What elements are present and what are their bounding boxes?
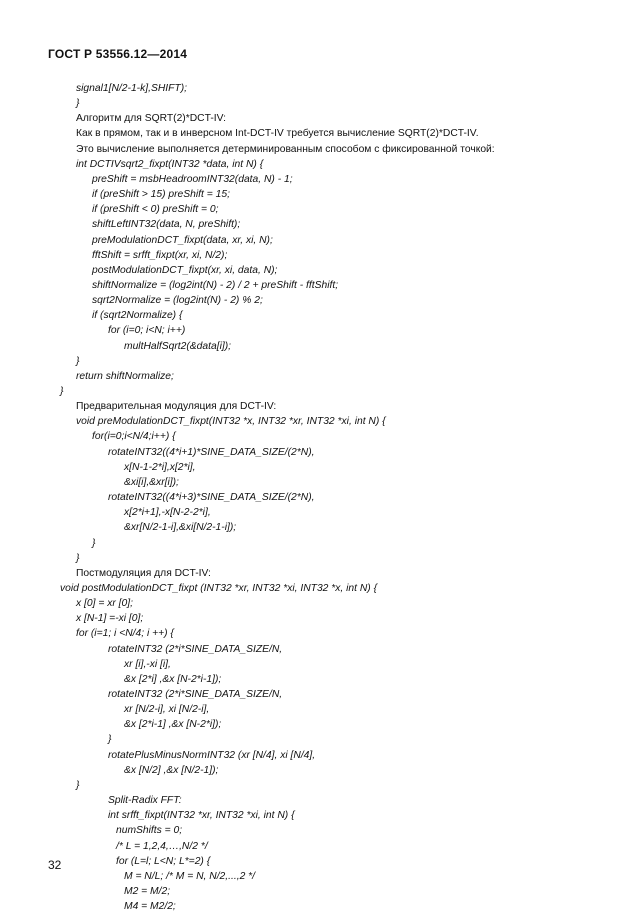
code-line: &x [N/2] ,&x [N/2-1]); (124, 764, 219, 776)
code-line: x [N-1] =-xi [0]; (76, 613, 144, 625)
code-line: for (L=l; L<N; L*=2) { (116, 855, 211, 867)
text-line: Алгоритм для SQRT(2)*DCT-IV: (76, 113, 226, 125)
code-line: M2 = M/2; (124, 885, 171, 897)
code-line: } (60, 386, 64, 397)
code-line: Split-Radix FFT: (108, 795, 182, 807)
code-line: rotateINT32((4*i+1)*SINE_DATA_SIZE/(2*N), (108, 446, 315, 458)
text-line: Это вычисление выполняется детерминированным способом с фиксированной точкой: (76, 143, 495, 155)
code-line: shiftNormalize = (log2int(N) - 2) / 2 + preShift - fftShift; (92, 279, 339, 291)
code-line: rotatePlusMinusNormINT32 (xr [N/4], xi [N/4], (108, 749, 316, 761)
code-line: x [0] = xr [0]; (76, 598, 133, 610)
code-line: void preModulationDCT_fixpt(INT32 *x, INT32 *xr, INT32 *xi, int N) { (76, 416, 386, 428)
code-line: rotateINT32 (2*i*SINE_DATA_SIZE/N, (108, 689, 283, 700)
code-line: xr [N/2-i], xi [N/2-i], (124, 704, 210, 716)
code-line: preShift = msbHeadroomINT32(data, N) - 1; (92, 173, 293, 185)
code-line: } (76, 552, 80, 564)
code-line: &xr[N/2-1-i],&xi[N/2-1-i]); (124, 522, 237, 534)
code-line: x[2*i+1],-x[N-2-2*i], (124, 507, 211, 519)
code-line: sqrt2Normalize = (log2int(N) - 2) % 2; (92, 295, 263, 307)
code-line: shiftLeftINT32(data, N, preShift); (92, 219, 241, 231)
code-line: if (sqrt2Normalize) { (92, 310, 183, 322)
code-line: } (76, 98, 80, 110)
code-line: for(i=0;i<N/4;i++) { (92, 431, 176, 443)
text-line: Предварительная модуляция для DCT-IV: (76, 401, 277, 413)
text-line: Как в прямом, так и в инверсном Int-DCT-IV требуется вычисление SQRT(2)*DCT-IV. (76, 128, 479, 140)
code-line: &x [2*i-1] ,&x [N-2*i]); (124, 719, 222, 731)
text-line: Постмодуляция для DCT-IV: (76, 567, 211, 579)
page-number: 32 (48, 858, 62, 872)
document-header: ГОСТ Р 53556.12—2014 (48, 47, 188, 61)
code-line: fftShift = srfft_fixpt(xr, xi, N/2); (92, 249, 228, 261)
code-line: void postModulationDCT_fixpt (INT32 *xr, INT32 *xi, INT32 *x, int N) { (60, 582, 378, 594)
code-line: &xi[i],&xr[i]); (124, 476, 179, 488)
code-line: rotateINT32((4*i+3)*SINE_DATA_SIZE/(2*N), (108, 492, 315, 504)
code-line: x[N-1-2*i],x[2*i], (124, 461, 196, 473)
code-line: for (i=1; i <N/4; i ++) { (76, 628, 174, 640)
code-line: /* L = 1,2,4,…,N/2 */ (116, 840, 208, 852)
code-line: } (76, 355, 80, 367)
code-line: postModulationDCT_fixpt(xr, xi, data, N); (92, 264, 278, 276)
code-line: } (76, 779, 80, 791)
code-line: preModulationDCT_fixpt(data, xr, xi, N); (92, 234, 273, 246)
code-line: } (92, 537, 96, 549)
code-line: rotateINT32 (2*i*SINE_DATA_SIZE/N, (108, 643, 283, 655)
code-line: numShifts = 0; (116, 825, 183, 837)
code-line: xr [i],-xi [i], (124, 658, 171, 670)
code-line: signal1[N/2-1-k],SHIFT); (76, 83, 188, 94)
code-line: multHalfSqrt2(&data[i]); (124, 340, 232, 352)
code-line: M4 = M2/2; (124, 901, 176, 913)
code-line: if (preShift > 15) preShift = 15; (92, 189, 230, 201)
code-line: return shiftNormalize; (76, 370, 174, 382)
code-line: int srfft_fixpt(INT32 *xr, INT32 *xi, int N) { (108, 810, 295, 822)
code-line: } (108, 734, 112, 746)
code-line: int DCTIVsqrt2_fixpt(INT32 *data, int N) { (76, 158, 264, 170)
code-line: if (preShift < 0) preShift = 0; (92, 204, 219, 216)
code-line: for (i=0; i<N; i++) (108, 325, 186, 337)
code-line: &x [2*i] ,&x [N-2*i-1]); (124, 673, 222, 685)
code-line: M = N/L; /* M = N, N/2,...,2 */ (124, 870, 256, 882)
